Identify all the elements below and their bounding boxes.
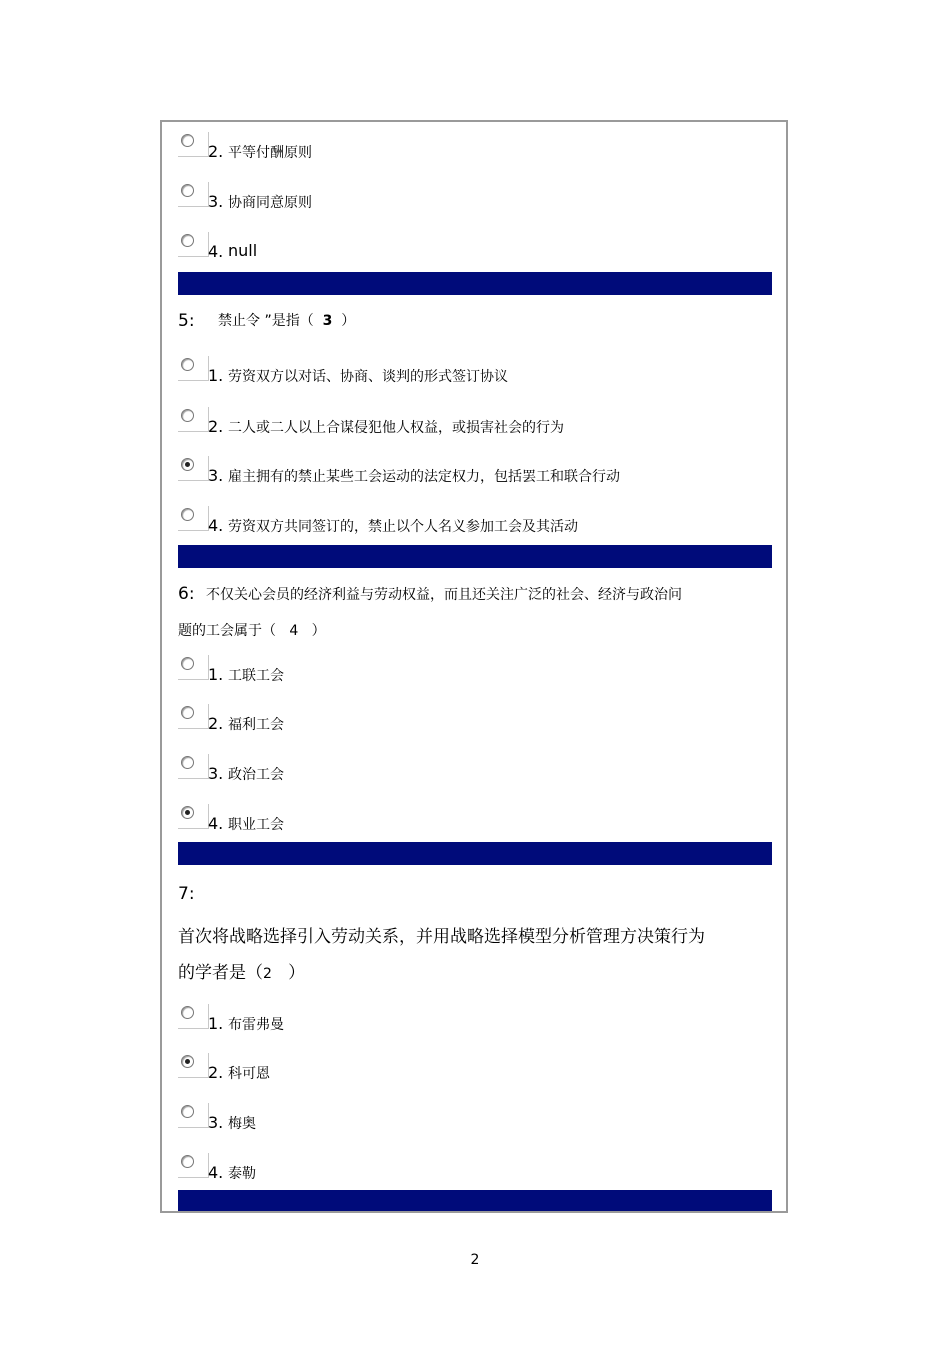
option-number: 4. [208, 1163, 224, 1182]
page-number: 2 [470, 1252, 480, 1268]
question-separator-bar [178, 1190, 772, 1213]
radio-button-selected[interactable] [181, 806, 194, 819]
option-number: 4. [208, 242, 224, 261]
option-label: 布雷弗曼 [228, 1017, 284, 1033]
option-label: 劳资双方共同签订的，禁止以个人名义参加工会及其活动 [228, 519, 578, 535]
option-label: null [228, 241, 258, 260]
option-label: 梅奥 [228, 1116, 256, 1132]
radio-button[interactable] [181, 134, 194, 147]
radio-button[interactable] [181, 1155, 194, 1168]
question-frame [160, 120, 788, 1213]
radio-container [178, 655, 209, 680]
option-number: 3. [208, 466, 224, 485]
option-number: 2. [208, 1063, 224, 1082]
question-number: 5: [178, 311, 195, 331]
question-number: 7: [178, 884, 195, 904]
question-text-start: 禁止令 ”是指（ [218, 313, 314, 329]
option-label: 泰勒 [228, 1166, 256, 1182]
radio-button[interactable] [181, 508, 194, 521]
question-text-line1: 不仅关心会员的经济利益与劳动权益，而且还关注广泛的社会、经济与政治问 [206, 587, 682, 603]
radio-container [178, 182, 209, 207]
radio-button[interactable] [181, 706, 194, 719]
question-text-start: 题的工会属于（ [178, 623, 276, 639]
option-number: 4. [208, 516, 224, 535]
radio-container [178, 456, 209, 481]
radio-container [178, 804, 209, 829]
radio-container [178, 1153, 209, 1178]
option-number: 1. [208, 665, 224, 684]
answer-mark: 2 [263, 966, 272, 982]
radio-button[interactable] [181, 234, 194, 247]
option-number: 1. [208, 1014, 224, 1033]
option-label: 职业工会 [228, 817, 284, 833]
radio-container [178, 506, 209, 531]
option-label: 协商同意原则 [228, 195, 312, 211]
question-text-line1: 首次将战略选择引入劳动关系，并用战略选择模型分析管理方决策行为 [178, 927, 705, 947]
option-label: 二人或二人以上合谋侵犯他人权益，或损害社会的行为 [228, 420, 564, 436]
radio-button[interactable] [181, 358, 194, 371]
question-text-line2 [178, 622, 326, 640]
question-text-end: ） [288, 963, 306, 983]
question-text [218, 312, 355, 330]
radio-button-selected[interactable] [181, 458, 194, 471]
option-label: 雇主拥有的禁止某些工会运动的法定权力，包括罢工和联合行动 [228, 469, 620, 485]
option-label: 科可恩 [228, 1066, 270, 1082]
radio-button[interactable] [181, 1105, 194, 1118]
option-number: 3. [208, 764, 224, 783]
radio-button[interactable] [181, 409, 194, 422]
radio-button-selected[interactable] [181, 1055, 194, 1068]
question-number: 6: [178, 584, 195, 604]
option-number: 2. [208, 714, 224, 733]
radio-container [178, 356, 209, 381]
radio-container [178, 232, 209, 257]
radio-container [178, 1103, 209, 1128]
radio-button[interactable] [181, 1006, 194, 1019]
option-label: 劳资双方以对话、协商、谈判的形式签订协议 [228, 369, 508, 385]
answer-mark: 3 [322, 313, 333, 329]
option-number: 3. [208, 192, 224, 211]
option-number: 1. [208, 366, 224, 385]
radio-button[interactable] [181, 756, 194, 769]
radio-container [178, 132, 209, 157]
question-text-line2 [178, 962, 305, 985]
radio-container [178, 704, 209, 729]
option-label: 福利工会 [228, 717, 284, 733]
question-text-end: ） [341, 313, 356, 329]
question-text-start: 的学者是（ [178, 963, 263, 983]
question-text-end: ） [311, 623, 326, 639]
radio-container [178, 407, 209, 432]
answer-mark: 4 [289, 623, 299, 639]
option-number: 3. [208, 1113, 224, 1132]
question-separator-bar [178, 272, 772, 295]
question-separator-bar [178, 545, 772, 568]
option-number: 2. [208, 142, 224, 161]
option-label: 平等付酬原则 [228, 145, 312, 161]
radio-container [178, 1004, 209, 1029]
radio-container [178, 1053, 209, 1078]
radio-container [178, 754, 209, 779]
question-separator-bar [178, 842, 772, 865]
option-label: 工联工会 [228, 668, 284, 684]
radio-button[interactable] [181, 657, 194, 670]
option-number: 4. [208, 814, 224, 833]
option-label: 政治工会 [228, 767, 284, 783]
option-number: 2. [208, 417, 224, 436]
radio-button[interactable] [181, 184, 194, 197]
